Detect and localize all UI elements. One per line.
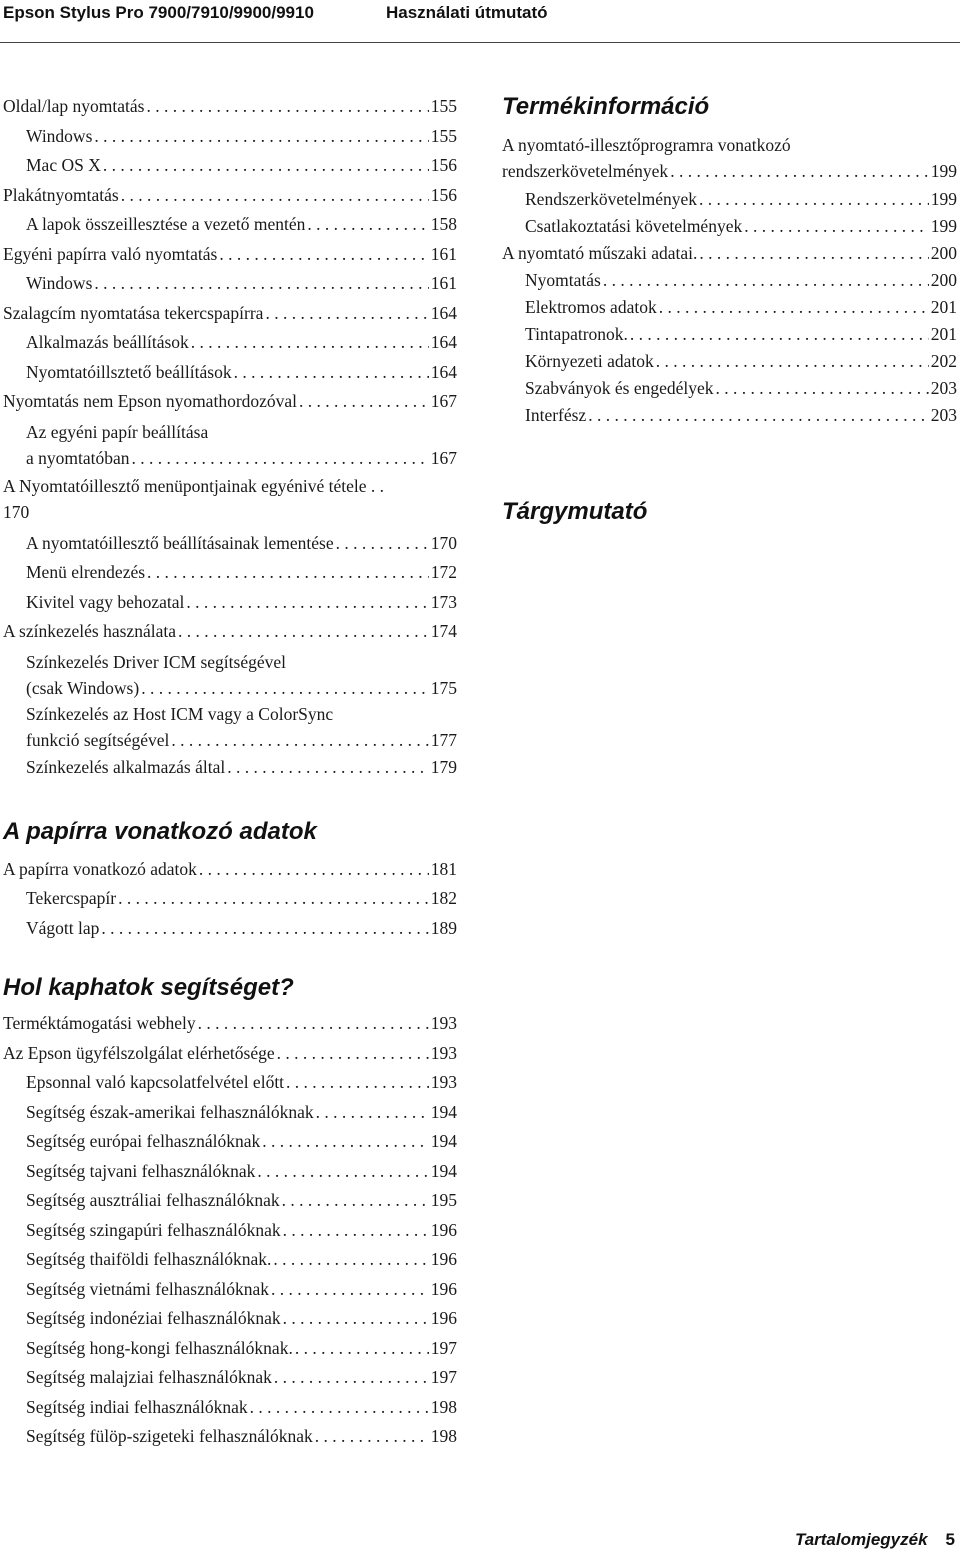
toc-entry-page: 189 xyxy=(430,917,457,938)
leader-dots xyxy=(199,855,429,885)
toc-entry-page: 201 xyxy=(930,324,957,344)
toc-entry-label: Csatlakoztatási követelmények xyxy=(525,216,743,236)
toc-entry-label: Windows xyxy=(26,125,93,146)
toc-entry-page: 193 xyxy=(430,1072,457,1092)
toc-entry-page: 196 xyxy=(430,1308,457,1328)
leader-dots xyxy=(146,92,428,122)
toc-entry-page: 193 xyxy=(430,1042,457,1063)
toc-entry[interactable] xyxy=(3,1334,457,1364)
toc-entry-page: 200 xyxy=(930,243,957,263)
toc-entry[interactable] xyxy=(3,122,457,152)
leader-dots xyxy=(186,588,428,618)
toc-entry-page: 174 xyxy=(430,621,457,641)
toc-entry-label: Az Epson ügyfélszolgálat elérhetősége xyxy=(3,1042,275,1063)
toc-entry-label: a nyomtatóban xyxy=(26,447,130,468)
toc-entry[interactable] xyxy=(3,914,457,944)
toc-entry-page: 196 xyxy=(430,1249,457,1269)
section-title-paper: A papírra vonatkozó adatok xyxy=(3,817,317,845)
leader-dots xyxy=(257,1157,428,1187)
product-name: Epson Stylus Pro 7900/7910/9900/9910 xyxy=(3,3,314,22)
toc-entry-label: Színkezelés alkalmazás által xyxy=(26,756,226,777)
toc-list-paper xyxy=(3,855,457,944)
toc-entry-label: Oldal/lap nyomtatás xyxy=(3,96,145,116)
toc-entry-page: 195 xyxy=(430,1190,457,1210)
toc-entry-page: 164 xyxy=(430,302,457,323)
toc-entry-label: Segítség thaiföldi felhasználóknak. xyxy=(26,1249,272,1269)
toc-entry-page: 199 xyxy=(930,216,957,236)
toc-entry-page: 197 xyxy=(430,1367,457,1387)
toc-entry-page: 198 xyxy=(430,1426,457,1446)
toc-entry-label: Segítség malajziai felhasználóknak xyxy=(26,1367,272,1387)
toc-entry-label: Vágott lap xyxy=(26,917,100,938)
leader-dots xyxy=(132,445,429,471)
toc-entry[interactable] xyxy=(3,649,457,701)
toc-entry-label: Nyomtatóillsztető beállítások xyxy=(26,361,232,382)
toc-entry-label: Elektromos adatok xyxy=(525,297,657,317)
toc-right-column xyxy=(502,92,957,527)
toc-entry-label: rendszerkövetelmények xyxy=(502,161,669,181)
leader-dots xyxy=(219,240,428,270)
leader-dots xyxy=(234,358,429,388)
toc-entry-label: Windows xyxy=(26,273,93,293)
toc-entry-page: 156 xyxy=(430,155,457,175)
toc-entry[interactable] xyxy=(3,1009,457,1039)
toc-entry-page: 164 xyxy=(430,332,457,352)
toc-entry[interactable] xyxy=(502,375,957,402)
leader-dots xyxy=(265,299,428,329)
toc-entry[interactable] xyxy=(3,1304,457,1334)
toc-entry-label: Segítség indiai felhasználóknak xyxy=(26,1396,248,1417)
toc-entry-label: A nyomtatóillesztő beállításainak lementése xyxy=(26,532,334,553)
toc-entry-label: Mac OS X xyxy=(26,155,101,175)
toc-list-help xyxy=(3,1009,457,1452)
toc-entry-label: (csak Windows) xyxy=(26,677,140,698)
toc-entry-page: 155 xyxy=(430,125,457,146)
toc-entry-label: Kivitel vagy behozatal xyxy=(26,591,185,612)
leader-dots xyxy=(316,1098,429,1128)
leader-dots xyxy=(118,884,429,914)
toc-entry-page: 194 xyxy=(430,1160,457,1181)
leader-dots xyxy=(191,328,429,358)
toc-entry-page: 170 xyxy=(430,532,457,553)
toc-entry[interactable] xyxy=(3,617,457,647)
leader-dots xyxy=(271,1275,429,1305)
toc-entry-label: Környezeti adatok xyxy=(525,351,654,371)
toc-list-product xyxy=(502,186,957,429)
leader-dots xyxy=(656,348,929,375)
toc-entry[interactable] xyxy=(3,240,457,270)
toc-entry-page: 155 xyxy=(430,96,457,116)
toc-entry-label: A Nyomtatóillesztő menüpontjainak egyénivé tétele . . xyxy=(3,475,385,496)
toc-entry[interactable] xyxy=(3,151,457,181)
leader-dots xyxy=(277,1039,429,1069)
toc-entry-page: 199 xyxy=(930,161,957,181)
leader-dots xyxy=(274,1363,429,1393)
toc-entry-label: Színkezelés Driver ICM segítségével xyxy=(26,651,286,672)
toc-entry-page: 175 xyxy=(430,677,457,698)
leader-dots xyxy=(171,727,428,753)
toc-entry-page: 197 xyxy=(430,1337,457,1358)
toc-entry[interactable] xyxy=(3,855,457,885)
leader-dots xyxy=(744,213,929,240)
toc-entry-label: Szabványok és engedélyek xyxy=(525,378,714,398)
toc-entry[interactable] xyxy=(3,419,457,471)
toc-entry-label: A lapok összeillesztése a vezető mentén xyxy=(26,214,306,234)
toc-entry-page: 167 xyxy=(430,391,457,411)
toc-entry-label: Segítség szingapúri felhasználóknak xyxy=(26,1219,281,1240)
leader-dots xyxy=(286,1068,429,1098)
footer-page-number: 5 xyxy=(945,1530,955,1549)
toc-entry-page: 201 xyxy=(930,297,957,317)
toc-entry-label: Menü elrendezés xyxy=(26,562,146,582)
toc-entry-label: A nyomtató-illesztőprogramra vonatkozó xyxy=(502,135,791,155)
leader-dots xyxy=(94,122,428,152)
toc-entry-label: Terméktámogatási webhely xyxy=(3,1013,196,1033)
toc-entry[interactable] xyxy=(3,1068,457,1098)
leader-dots xyxy=(315,1422,429,1452)
toc-entry[interactable] xyxy=(3,1422,457,1452)
leader-dots xyxy=(716,375,929,402)
leader-dots xyxy=(630,321,929,348)
leader-dots xyxy=(227,753,429,781)
toc-entry[interactable] xyxy=(3,701,457,753)
toc-entry[interactable] xyxy=(3,1098,457,1128)
toc-entry-page: 156 xyxy=(430,184,457,205)
section-title-index: Tárgymutató xyxy=(502,498,648,525)
leader-dots xyxy=(299,387,429,417)
toc-entry-label: Nyomtatás nem Epson nyomathordozóval xyxy=(3,391,298,411)
leader-dots xyxy=(699,186,929,213)
leader-dots xyxy=(103,151,429,181)
toc-entry[interactable] xyxy=(3,558,457,588)
toc-entry-label: Segítség vietnámi felhasználóknak xyxy=(26,1278,269,1299)
leader-dots xyxy=(101,914,428,944)
toc-entry-page: 203 xyxy=(930,405,957,425)
leader-dots xyxy=(121,181,429,211)
toc-entry-label: A nyomtató műszaki adatai. xyxy=(502,243,698,263)
page-header xyxy=(0,0,960,43)
leader-dots xyxy=(147,558,429,588)
toc-entry-page: 158 xyxy=(430,214,457,234)
toc-entry[interactable] xyxy=(3,92,457,122)
toc-entry-label: A papírra vonatkozó adatok xyxy=(3,858,197,879)
toc-entry-label: funkció segítségével xyxy=(26,729,170,750)
toc-entry-label: Egyéni papírra való nyomtatás xyxy=(3,243,218,264)
toc-entry-label: Epsonnal való kapcsolatfelvétel előtt xyxy=(26,1072,285,1092)
toc-entry[interactable] xyxy=(3,1186,457,1216)
toc-entry[interactable] xyxy=(3,181,457,211)
leader-dots xyxy=(94,269,428,299)
toc-entry[interactable] xyxy=(3,210,457,240)
toc-entry-page: 172 xyxy=(430,562,457,582)
toc-entry[interactable] xyxy=(3,269,457,299)
toc-entry[interactable] xyxy=(502,132,957,184)
leader-dots xyxy=(588,402,929,429)
toc-entry[interactable] xyxy=(502,294,957,321)
leader-dots xyxy=(659,294,929,321)
toc-entry-label: Segítség indonéziai felhasználóknak xyxy=(26,1308,281,1328)
toc-left-column xyxy=(3,92,457,1452)
page-footer xyxy=(795,1530,955,1550)
leader-dots xyxy=(295,1334,429,1364)
leader-dots xyxy=(336,529,429,559)
toc-entry-label: Szalagcím nyomtatása tekercspapírra xyxy=(3,302,264,323)
toc-entry[interactable] xyxy=(3,588,457,618)
leader-dots xyxy=(307,210,428,240)
toc-list-left-top xyxy=(3,92,457,417)
leader-dots xyxy=(699,240,928,267)
guide-title: Használati útmutató xyxy=(386,3,548,22)
toc-entry-page: 198 xyxy=(430,1396,457,1417)
toc-entry[interactable] xyxy=(502,240,957,267)
toc-entry[interactable] xyxy=(3,299,457,329)
toc-entry[interactable] xyxy=(502,213,957,240)
leader-dots xyxy=(282,1186,429,1216)
toc-entry-label: Plakátnyomtatás xyxy=(3,184,119,205)
toc-entry-label: Rendszerkövetelmények xyxy=(525,189,698,209)
toc-entry-page: 170 xyxy=(3,501,30,522)
toc-entry-label: Színkezelés az Host ICM vagy a ColorSync xyxy=(26,703,334,724)
toc-entry[interactable] xyxy=(3,529,457,559)
leader-dots xyxy=(283,1304,429,1334)
toc-entry[interactable] xyxy=(3,1363,457,1393)
toc-entry-page: 194 xyxy=(430,1101,457,1122)
toc-entry[interactable] xyxy=(3,387,457,417)
leader-dots xyxy=(670,158,929,184)
toc-entry[interactable] xyxy=(502,186,957,213)
footer-section-name: Tartalomjegyzék xyxy=(794,1530,928,1549)
toc-entry[interactable] xyxy=(3,1127,457,1157)
toc-entry-label: Segítség hong-kongi felhasználóknak. xyxy=(26,1337,293,1358)
leader-dots xyxy=(178,617,429,647)
toc-entry[interactable] xyxy=(3,753,457,781)
toc-list-left-mid xyxy=(3,529,457,647)
toc-entry-page: 199 xyxy=(930,189,957,209)
toc-entry-page: 161 xyxy=(430,243,457,264)
toc-entry-page: 202 xyxy=(930,351,957,371)
toc-entry-label: Segítség észak-amerikai felhasználóknak xyxy=(26,1101,314,1122)
toc-entry-label: Segítség fülöp-szigeteki felhasználóknak xyxy=(26,1426,313,1446)
section-title-product: Termékinformáció xyxy=(502,93,710,120)
toc-entry[interactable] xyxy=(3,473,457,525)
toc-entry-page: 193 xyxy=(430,1013,457,1033)
toc-entry[interactable] xyxy=(3,1039,457,1069)
toc-entry-label: Segítség európai felhasználóknak xyxy=(26,1131,261,1151)
toc-entry[interactable] xyxy=(3,358,457,388)
toc-entry-label: Az egyéni papír beállítása xyxy=(26,421,209,442)
leader-dots xyxy=(283,1216,429,1246)
toc-entry[interactable] xyxy=(502,402,957,429)
toc-entry-page: 181 xyxy=(430,858,457,879)
leader-dots xyxy=(198,1009,429,1039)
toc-entry[interactable] xyxy=(502,348,957,375)
toc-entry-label: Tintapatronok. xyxy=(525,324,628,344)
leader-dots xyxy=(262,1127,429,1157)
toc-entry-page: 196 xyxy=(430,1219,457,1240)
toc-entry-label: A színkezelés használata xyxy=(3,621,176,641)
toc-entry-label: Tekercspapír xyxy=(26,888,117,908)
toc-entry-page: 200 xyxy=(930,270,957,290)
toc-entry-page: 161 xyxy=(430,273,457,293)
toc-entry-page: 173 xyxy=(430,591,457,612)
leader-dots xyxy=(141,675,429,701)
toc-entry[interactable] xyxy=(3,1393,457,1423)
toc-entry[interactable] xyxy=(3,1157,457,1187)
leader-dots xyxy=(603,267,929,294)
toc-entry[interactable] xyxy=(3,1275,457,1305)
toc-entry-label: Nyomtatás xyxy=(525,270,601,290)
toc-entry-label: Segítség ausztráliai felhasználóknak xyxy=(26,1190,280,1210)
section-title-help: Hol kaphatok segítséget? xyxy=(3,974,294,1001)
toc-entry-page: 177 xyxy=(430,729,457,750)
toc-entry[interactable] xyxy=(3,884,457,914)
leader-dots xyxy=(250,1393,429,1423)
leader-dots xyxy=(273,1245,428,1275)
toc-entry-page: 196 xyxy=(430,1278,457,1299)
toc-entry-page: 179 xyxy=(430,756,457,777)
toc-entry[interactable] xyxy=(3,1216,457,1246)
toc-entry[interactable] xyxy=(502,267,957,294)
toc-entry-page: 194 xyxy=(430,1131,457,1151)
toc-entry-page: 182 xyxy=(430,888,457,908)
toc-entry[interactable] xyxy=(502,321,957,348)
toc-entry-page: 167 xyxy=(430,447,457,468)
toc-entry[interactable] xyxy=(3,1245,457,1275)
toc-entry[interactable] xyxy=(3,328,457,358)
toc-entry-page: 164 xyxy=(430,361,457,382)
toc-entry-label: Interfész xyxy=(525,405,587,425)
toc-entry-page: 203 xyxy=(930,378,957,398)
toc-entry-label: Segítség tajvani felhasználóknak xyxy=(26,1160,256,1181)
toc-entry-label: Alkalmazás beállítások xyxy=(26,332,189,352)
